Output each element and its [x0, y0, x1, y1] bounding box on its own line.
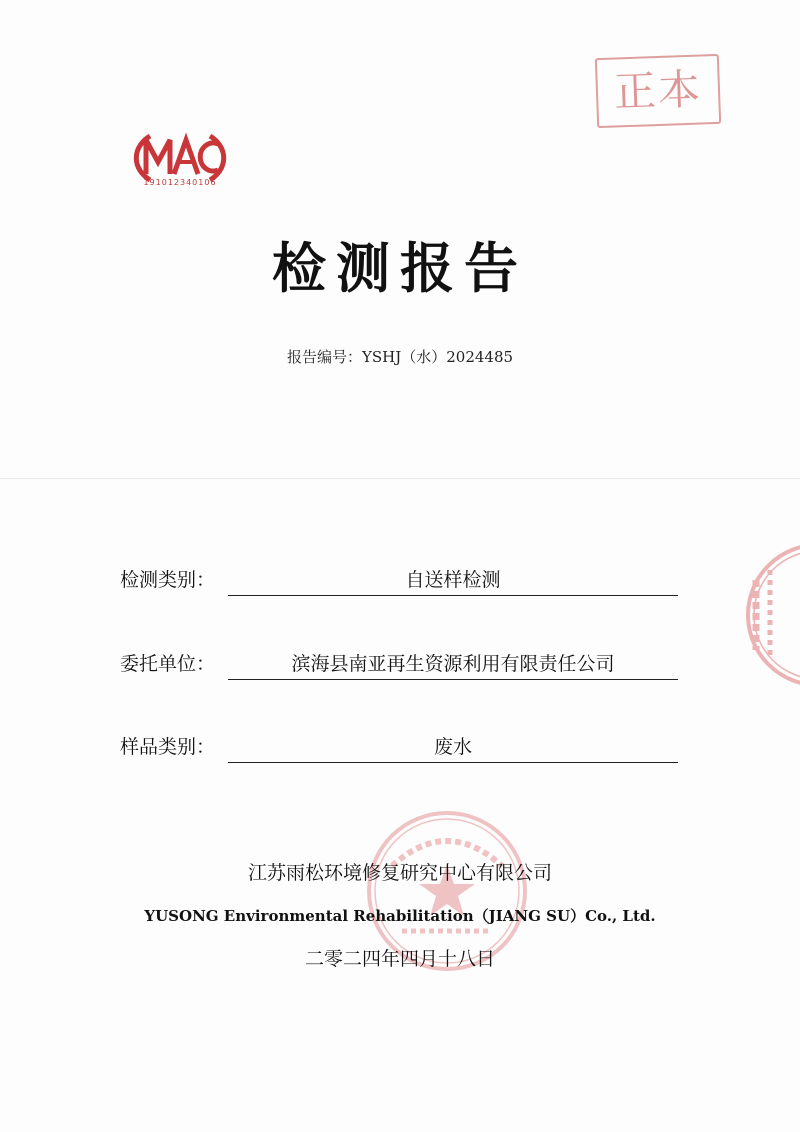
original-copy-stamp [595, 54, 721, 128]
page-fold-line [0, 478, 800, 479]
field-underline [228, 679, 678, 680]
field-label: 样品类别： [120, 736, 216, 758]
field-value: 自送样检测 [405, 569, 501, 591]
field-underline [228, 595, 678, 596]
field-underline [228, 762, 678, 763]
field-row-sample-category [120, 733, 680, 763]
field-label: 检测类别： [120, 569, 216, 591]
report-date: 二零二四年四月十八日 [304, 948, 495, 970]
report-title: 检测报告 [272, 237, 528, 300]
cma-number: 191012340106 [143, 178, 217, 187]
field-value: 废水 [433, 736, 472, 758]
field-label: 委托单位： [120, 653, 216, 675]
company-name-cn: 江苏雨松环境修复研究中心有限公司 [247, 862, 552, 884]
edge-seal-icon [742, 540, 800, 690]
field-row-test-category [120, 566, 680, 596]
report-number: 报告编号：YSHJ（水）2024485 [286, 348, 514, 366]
field-row-client [120, 650, 680, 680]
field-value: 滨海县南亚再生资源利用有限责任公司 [291, 653, 615, 675]
company-name-en: YUSONG Environmental Rehabilitation（JIANG SU）Co., Ltd. [144, 907, 656, 925]
original-copy-stamp-text: 正本 [613, 64, 703, 117]
